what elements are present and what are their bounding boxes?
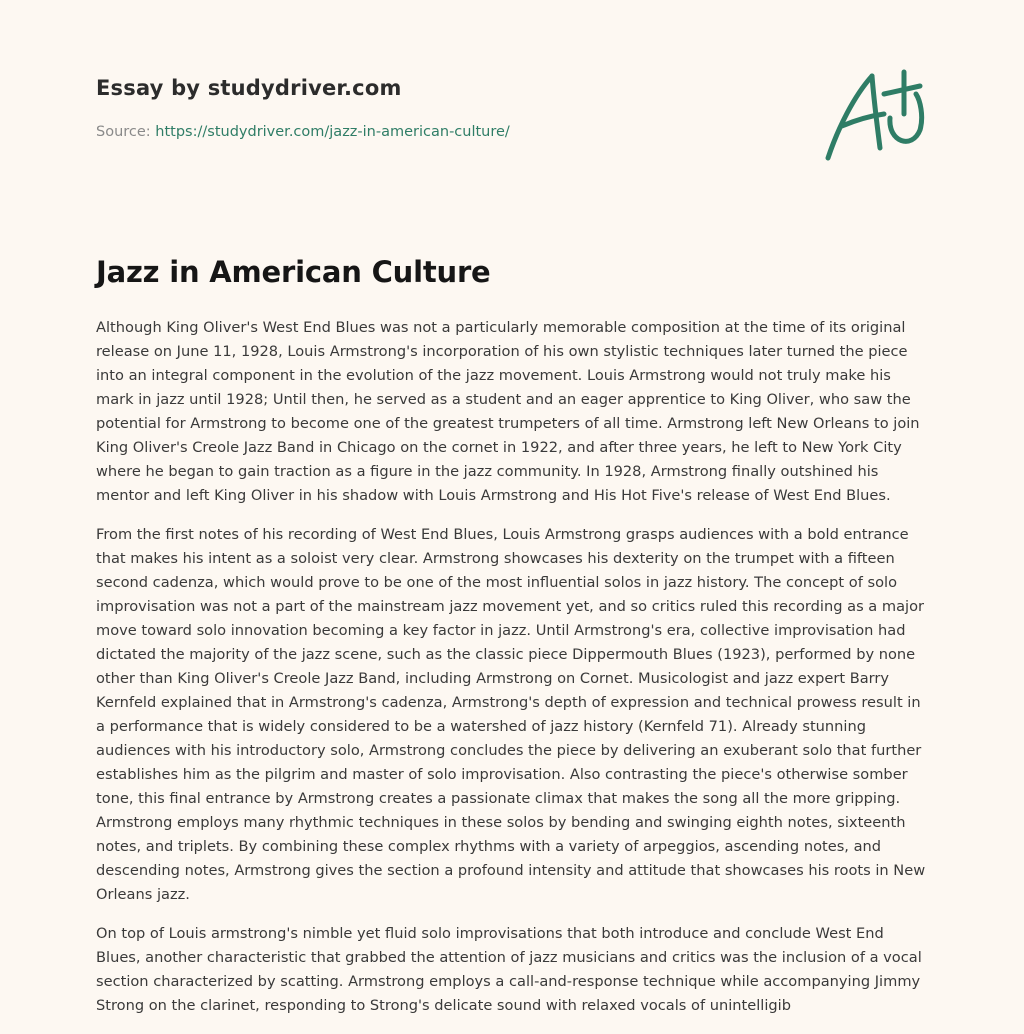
paragraph: On top of Louis armstrong's nimble yet fluid solo improvisations that both introduce and conclude West End Blues, another characteristic that grabbed the attention of jazz musicians and critics was the inclusion of a vocal section characterized by scatting. Armstrong employs a call-and-response technique while accompanying Jimmy Strong on the clarinet, responding to Strong's delicate sound with relaxed vocals of unintelligib [96,925,922,1014]
a-right-stroke [872,76,880,148]
source-link[interactable]: https://studydriver.com/jazz-in-american-culture/ [155,124,510,140]
article-body [96,316,932,1033]
site-brand: Essay by studydriver.com [96,76,402,100]
paragraph: From the first notes of his recording of West End Blues, Louis Armstrong grasps audiences with a bold entrance that makes his intent as a soloist very clear. Armstrong showcases his dexterity on the trumpet with a fifteen second cadenza, which would prove to be one of the most influential solos in jazz history. The concept of solo improvisation was not a part of the mainstream jazz movement yet, and so critics ruled this recording as a major move toward solo innovation becoming a key factor in jazz. Until Armstrong's era, collective improvisation had dictated the majority of the jazz scene, such as the classic piece Dippermouth Blues (1923), performed by none other than King Oliver's Creole Jazz Band, including Armstrong on Cornet. Musicologist and jazz expert Barry Kernfeld explained that in Armstrong's cadenza, Armstrong's depth of expression and technical prowess result in a performance that is widely considered to be a watershed of jazz history (Kernfeld 71). Already stunning audiences with his introductory solo, Armstrong concludes the piece by delivering an exuberant solo that further establishes him as the pilgrim and master of solo improvisation. Also contrasting the piece's otherwise somber tone, this final entrance by Armstrong creates a passionate climax that makes the song all the more gripping. Armstrong employs many rhythmic techniques in these solos by bending and swinging eighth notes, sixteenth notes, and triplets. By combining these complex rhythms with a variety of arpeggios, ascending notes, and descending notes, Armstrong gives the section a profound intensity and attitude that showcases his roots in New Orleans jazz. [96,526,926,903]
a-plus-grade-icon [820,66,930,166]
source-line [96,124,510,140]
essay-page [96,0,932,1034]
article-title: Jazz in American Culture [96,255,491,289]
paragraph: Although King Oliver's West End Blues was not a particularly memorable composition at the time of its original release on June 11, 1928, Louis Armstrong's incorporation of his own stylistic techniques later turned the piece into an integral component in the evolution of the jazz movement. Louis Armstrong would not truly make his mark in jazz until 1928; Until then, he served as a student and an eager apprentice to King Oliver, who saw the potential for Armstrong to become one of the greatest trumpeters of all time. Armstrong left New Orleans to join King Oliver's Creole Jazz Band in Chicago on the cornet in 1922, and after three years, he left to New York City where he began to gain traction as a figure in the jazz community. In 1928, Armstrong finally outshined his mentor and left King Oliver in his shadow with Louis Armstrong and His Hot Five's release of West End Blues. [96,319,920,504]
source-label: Source: [96,124,151,140]
